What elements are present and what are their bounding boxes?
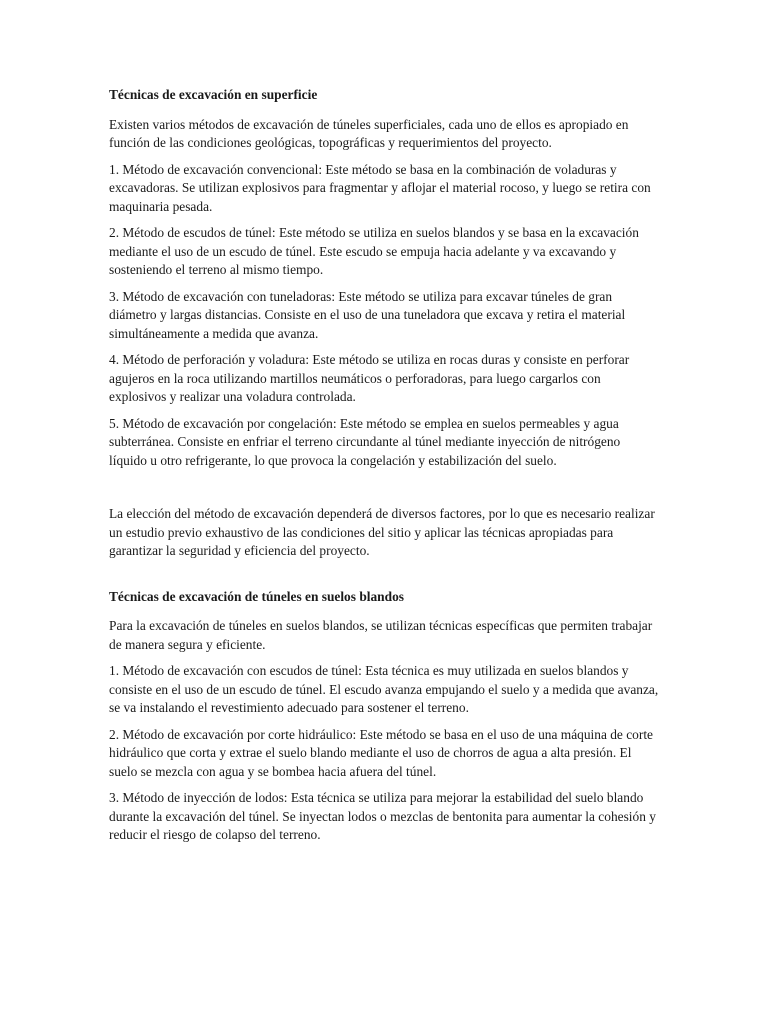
method-item: 4. Método de perforación y voladura: Este método se utiliza en rocas duras y consiste en perforar agujeros en la roca utilizando martillos neumáticos o perforadoras, para luego cargarlos con explosivos y realizar una voladura controlada. — [109, 352, 630, 404]
section-heading: Técnicas de excavación en superficie — [109, 87, 318, 102]
paragraph-gap — [109, 478, 661, 505]
method-item: 3. Método de excavación con tuneladoras: Este método se utiliza para excavar túneles de gran diámetro y largas distancias. Consiste en el uso de una tuneladora que excava y retira el material simultáneamente a medida que avanza. — [109, 288, 626, 341]
paragraph-gap — [109, 569, 661, 588]
section-intro: Existen varios métodos de excavación de túneles superficiales, cada uno de ellos es apropiado en función de las condiciones geológicas, topográficas y requerimientos del proyecto. — [109, 116, 629, 150]
document-page — [109, 86, 661, 853]
method-item: 5. Método de excavación por congelación: Este método se emplea en suelos permeables y agua subterránea. Consiste en enfriar el terreno circundante al túnel mediante inyección de nitrógeno líquido u otro refrigerante, lo que provoca la congelación y estabilización del suelo. — [109, 415, 621, 468]
method-item: 2. Método de excavación por corte hidráulico: Este método se basa en el uso de una máquina de corte hidráulico que corta y extrae el suelo blando mediante el uso de chorros de agua a alta presión. El suelo se mezcla con agua y se bombea hacia afuera del túnel. — [109, 726, 653, 779]
section-intro: Para la excavación de túneles en suelos blandos, se utilizan técnicas específicas que permiten trabajar de manera segura y eficiente. — [109, 618, 653, 652]
method-item: 3. Método de inyección de lodos: Esta técnica se utiliza para mejorar la estabilidad del suelo blando durante la excavación del túnel. Se inyectan lodos o mezclas de bentonita para aumentar la cohesión y reducir el riesgo de colapso del terreno. — [109, 790, 656, 842]
method-item: 1. Método de excavación convencional: Este método se basa en la combinación de voladuras y excavadoras. Se utilizan explosivos para fragmentar y aflojar el material rocoso, y luego se retira con maquinaria pesada. — [109, 161, 651, 214]
method-item: 2. Método de escudos de túnel: Este método se utiliza en suelos blandos y se basa en la excavación mediante el uso de un escudo de túnel. Este escudo se empuja hacia adelante y va excavando y sosteniendo el terreno al mismo tiempo. — [109, 225, 639, 277]
method-item: 1. Método de excavación con escudos de túnel: Esta técnica es muy utilizada en suelos blandos y consiste en el uso de un escudo de túnel. El escudo avanza empujando el suelo y a medida que avanza, se va instalando el revestimiento adecuado para sostener el terreno. — [109, 663, 659, 715]
section-conclusion: La elección del método de excavación dependerá de diversos factores, por lo que es necesario realizar un estudio previo exhaustivo de las condiciones del sitio y aplicar las técnicas apropiadas para garantizar la seguridad y eficiencia del proyecto. — [109, 506, 655, 558]
section-heading: Técnicas de excavación de túneles en suelos blandos — [109, 588, 404, 604]
